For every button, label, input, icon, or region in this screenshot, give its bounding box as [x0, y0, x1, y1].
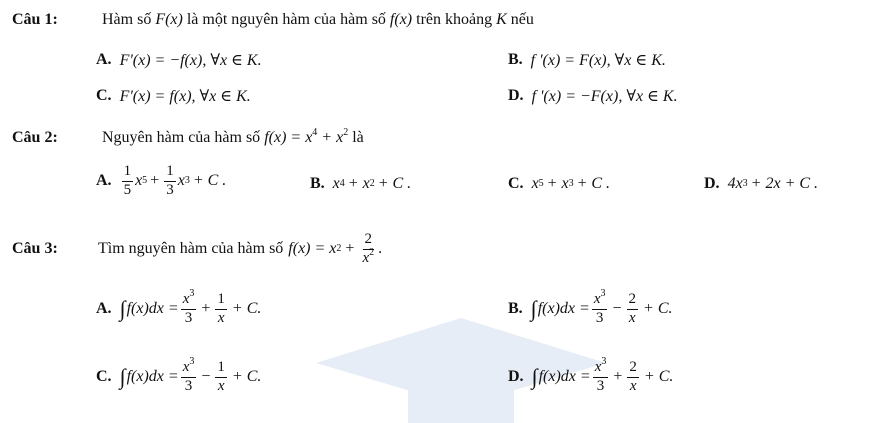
question-label: Câu 1: [12, 11, 58, 28]
q3-option-c[interactable]: C. ∫ f(x)dx = $\frac{x^3}{3}$ − $\frac{1}{x}$ + C. [96, 356, 262, 394]
question-2-stem: Câu 2: Nguyên hàm của hàm số $f(x) = x^4 + x^2$ là [12, 127, 364, 146]
q2-option-a[interactable]: A. $\frac{1}{5}$ x 5 + $\frac{1}{3}$ x 3 + C . [96, 163, 227, 198]
q2-option-b[interactable]: B. x 4 + x 2 + C . [310, 175, 412, 192]
q3-option-a[interactable]: A. ∫ f(x)dx = $\frac{x^3}{3}$ + $\frac{1}{x}$ + C. [96, 288, 262, 326]
q1-option-d[interactable]: D. f '(x) = −F(x), ∀x ∈ K. [508, 87, 678, 105]
q2-option-c[interactable]: C. x 5 + x 3 + C . [508, 175, 611, 192]
q1-option-c[interactable]: C. F'(x) = f(x), ∀x ∈ K. [96, 87, 251, 105]
question-3-stem: Câu 3: Tìm nguyên hàm của hàm số f(x) = x 2 + $\frac{2}{x^2}$ . [12, 231, 383, 266]
q3-option-b[interactable]: B. ∫ f(x)dx = $\frac{x^3}{3}$ − $\frac{2}{x}$ + C. [508, 288, 673, 326]
question-1-stem: Câu 1: Hàm số F(x) là một nguyên hàm của hàm số f(x) trên khoảng K nếu [12, 11, 534, 28]
q1-option-a[interactable]: A. F'(x) = −f(x), ∀x ∈ K. [96, 51, 262, 69]
q1-option-b[interactable]: B. f '(x) = F(x), ∀x ∈ K. [508, 51, 666, 69]
question-label: Câu 3: [12, 240, 58, 258]
question-label: Câu 2: [12, 129, 58, 146]
q2-option-d[interactable]: D. 4x 3 + 2x + C . [704, 175, 819, 192]
q3-option-d[interactable]: D. ∫ f(x)dx = $\frac{x^3}{3}$ + $\frac{2}{x}$ + C. [508, 356, 674, 394]
